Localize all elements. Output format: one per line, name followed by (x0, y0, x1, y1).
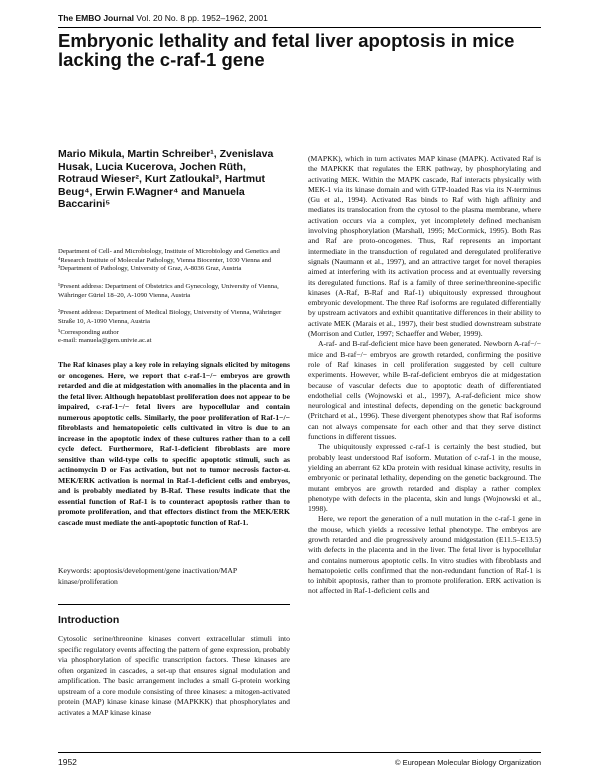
page-number: 1952 (58, 757, 77, 767)
affiliation-present-address-1: ¹Present address: Department of Obstetrics and Gynecology, University of Vienna, Währinger Gürtel 18–20, A-1090 Vienna, Austria (58, 283, 279, 299)
author-list: Mario Mikula, Martin Schreiber¹, Zvenislava Husak, Lucia Kucerova, Jochen Rüth, Rotraud Wieser², Kurt Zatloukal³, Hartmut Beug⁴, Erwin F.Wagner⁴ and Manuela Baccarini⁵ (58, 148, 274, 211)
corresponding-email: e-mail: manuela@gem.univie.ac.at (58, 337, 152, 344)
publisher-notice: © European Molecular Biology Organization (394, 758, 541, 767)
affiliation-present-address-2: ²Present address: Department of Medical Biology, University of Vienna, Währinger Straße 10, A-1090 Vienna, Austria (58, 309, 282, 325)
body-paragraph: (MAPKK), which in turn activates MAP kinase (MAPK). Activated Raf is the MAPKKK that regulates the ERK pathway, by phosphorylating and activating MEK. Within the MAPK cascade, Raf interacts physically with MEK-1 via its kinase domain and with GTP-loaded Ras via its N-terminus (Gu et al., 1994). Activated Ras binds to Raf with high affinity and mediates its translocation from the cytosol to the plasma membrane, where activation occurs via a complex, yet incompletely defined mechanism involving phosphorylation (Marshall, 1995; McCormick, 1995). Both Ras and Raf are proto-oncogenes. Thus, Raf represents an important intermediate in the transduction of regulated and deregulated proliferative signals (Naumann et al., 1997), and an attractive target for novel therapies aimed at interfering with its activation process and at eventually reversing its deregulated functions. Raf is a family of three serine/threonine-specific kinases (A-Raf, B-Raf and Raf-1) ubiquitously expressed throughout embryonic development. The three Raf isoforms are regulated differentially by upstream activators and exhibit quantitative differences in their ability to activate MEK (Marais et al., 1997), their best studied downstream substrate (Morrison and Cutler, 1997; Schaeffer and Weber, 1999). (308, 154, 541, 339)
abstract: The Raf kinases play a key role in relaying signals elicited by mitogens or oncogenes. Here, we report that c-raf-1−/− embryos are growth retarded and die at midgestation with anomalies in the placenta and in the fetal liver. Although hepatoblast proliferation does not appear to be impaired, c-raf-1−/− fetal livers are hypocellular and contain numerous apoptotic cells. Similarly, the poor proliferation of Raf-1−/− fibroblasts and hematopoietic cells cultivated in vitro is due to an increase in the apoptotic index of these cultures rather than to a cell cycle defect. Furthermore, Raf-1-deficient fibroblasts are more sensitive than wild-type cells to specific apoptotic stimuli, such as actinomycin D or Fas activation, but not to tumor necrosis factor-α. MEK/ERK activation is normal in Raf-1-deficient cells and embryos, and is probably mediated by B-Raf. These results indicate that the essential function of Raf-1 is to counteract apoptosis rather than to promote proliferation, and that effectors distinct from the MEK/ERK cascade must mediate the anti-apoptotic function of Raf-1. (58, 360, 290, 527)
intro-paragraph: Cytosolic serine/threonine kinases convert extracellular stimuli into specific regulatory events affecting the pattern of gene expression, probably via phosphorylation of specific transcription factors. These kinases are often organized in cascades, a set-up that ensures signal modulation and amplification. The basic arrangement includes a small G-protein working upstream of a core module consisting of three kinases: a mitogen-activated protein (MAP) kinase kinase kinase (MAPKKK) that phosphorylates and activates a MAP kinase kinase (58, 634, 290, 717)
right-column (308, 154, 541, 597)
body-paragraph: The ubiquitously expressed c-raf-1 is certainly the best studied, but probably least understood Raf isoform. Mutation of c-raf-1 in the mouse, yielding an aberrant 62 kDa protein with residual kinase activity, results in embryonic or perinatal lethality, depending on the genetic background. The mutant embryos are growth retarded and display a rather complex phenotype with defects in the placenta, skin and lungs (Wojnowski et al., 1998). (308, 442, 541, 514)
intro-heading: Introduction (58, 614, 120, 626)
corresponding-author: ⁵Corresponding author (58, 329, 119, 336)
title-rule (58, 27, 541, 28)
body-paragraph: Here, we report the generation of a null mutation in the c-raf-1 gene in the mouse, which yields a recessive lethal phenotype. The embryos are growth retarded and die progressively around midgestation (E11.5–E13.5) with defects in the placenta and in the liver. The fetal liver is hypocellular and contains numerous apoptotic cells. In vitro studies with fibroblasts and hematopoietic cells confirmed that the non-redundant function of Raf-1 is to inhibit apoptosis, rather than to promote proliferation. ERK activation is not affected in Raf-1-deficient cells and (308, 514, 541, 596)
footer-rule (58, 752, 541, 753)
body-paragraph: A-raf- and B-raf-deficient mice have been generated. Newborn A-raf−/− mice and B-raf−/− embryos are growth retarded, confirming the positive role of Raf kinases in cell proliferation suggested by cell culture experiments. However, while B-raf-deficient embryos die at midgestation because of vascular defects due to apoptotic death of differentiated endothelial cells (Wojnowski et al., 1997), A-raf-deficient mice show neurological and intestinal defects, depending on the genetic background (Pritchard et al., 1996). These divergent phenotypes show that Raf isoforms can not always compensate for each other and that they serve distinct functions in different tissues. (308, 339, 541, 442)
journal-header (58, 13, 268, 23)
intro-rule (58, 604, 290, 605)
journal-citation: Vol. 20 No. 8 pp. 1952–1962, 2001 (136, 13, 268, 23)
keywords: Keywords: apoptosis/development/gene inactivation/MAP kinase/proliferation (58, 566, 237, 586)
article-title: Embryonic lethality and fetal liver apoptosis in mice lacking the c-raf-1 gene (58, 30, 515, 70)
journal-name: The EMBO Journal (58, 13, 135, 23)
affiliation-main: Department of Cell- and Microbiology, Institute of Microbiology and Genetics and ⁴Research Institute of Molecular Pathology, Vienna Biocenter, 1030 Vienna and ³Department of Pathology, University of Graz, A-8036 Graz, Austria (58, 248, 280, 273)
